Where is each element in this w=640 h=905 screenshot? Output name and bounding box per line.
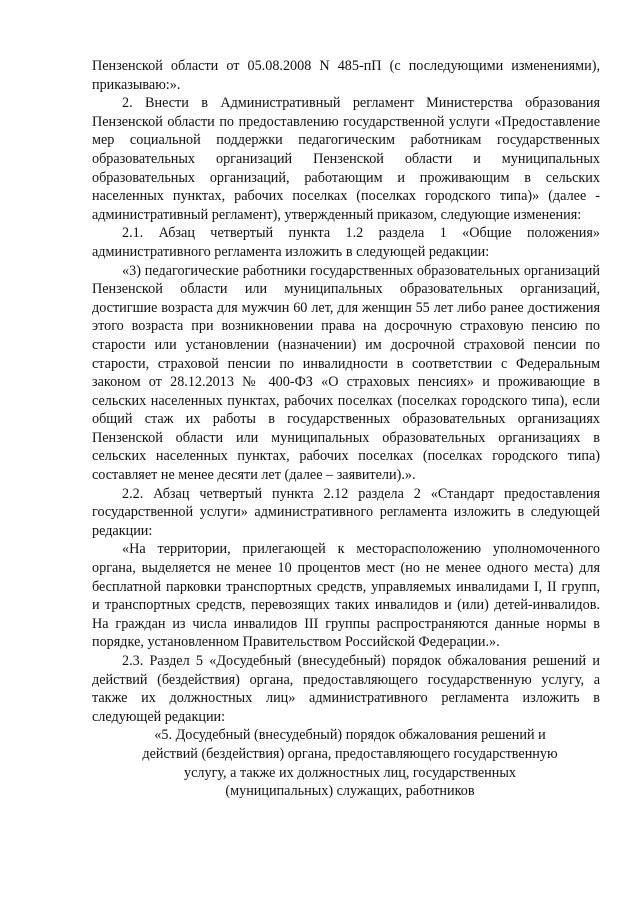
document-page (92, 57, 600, 801)
section-5-heading: «5. Досудебный (внесудебный) порядок обжалования решений и действий (бездействия) органа, предоставляющего государственную услугу, а также их должностных лиц, государственных (муниципальных) служащих, работников (142, 727, 558, 800)
paragraph-item-2: 2. Внести в Административный регламент Министерства образования Пензенской области по предоставлению государственной услуги «Предоставление мер социальной поддержки педагогическим работникам государственных образовательных организаций Пензенской области и муниципальных образовательных организаций, работающим и проживающим в сельских населенных пунктах, рабочих поселках (поселках городского типа)» (далее - административный регламент), утвержденный приказом, следующие изменения: (92, 95, 600, 223)
paragraph-quote-parking: «На территории, прилегающей к месторасположению уполномоченного органа, выделяется не менее 10 процентов мест (но не менее одного места) для бесплатной парковки транспортных средств, управляемых инвалидами I, II групп, и транспортных средств, перевозящих таких инвалидов и (или) детей-инвалидов. На граждан из числа инвалидов III группы распространяются данные нормы в порядке, установленном Правительством Российской Федерации.». (92, 541, 600, 651)
paragraph-item-2-3: 2.3. Раздел 5 «Досудебный (внесудебный) порядок обжалования решений и действий (бездействия) органа, предоставляющего государственную услугу, а также их должностных лиц» административного регламента изложить в следующей редакции: (92, 653, 600, 725)
paragraph-item-2-2: 2.2. Абзац четвертый пункта 2.12 раздела 2 «Стандарт предоставления государственной услуги» административного регламента изложить в следующей редакции: (92, 485, 600, 539)
paragraph-item-2-1: 2.1. Абзац четвертый пункта 1.2 раздела 1 «Общие положения» административного регламента изложить в следующей редакции: (92, 225, 600, 260)
paragraph-quote-3: «3) педагогические работники государственных образовательных организаций Пензенской области или муниципальных образовательных организаций, достигшие возраста для мужчин 60 лет, для женщин 55 лет либо ранее достижения этого возраста при возникновении права на досрочную страховую пенсию по старости или установлении (назначении) им досрочной страховой пенсии по старости, страховой пенсии по инвалидности в соответствии с Федеральным законом от 28.12.2013 № 400-ФЗ «О страховых пенсиях» и проживающие в сельских населенных пунктах, рабочих поселках (поселках городского типа), если общий стаж их работы в государственных образовательных организациях Пензенской области или муниципальных образовательных организациях в сельских населенных пунктах, рабочих поселках (поселках городского типа) составляет не менее десяти лет (далее – заявители).». (92, 262, 600, 484)
paragraph-order-continuation: Пензенской области от 05.08.2008 N 485-пП (с последующими изменениями), приказываю:». (92, 58, 600, 93)
